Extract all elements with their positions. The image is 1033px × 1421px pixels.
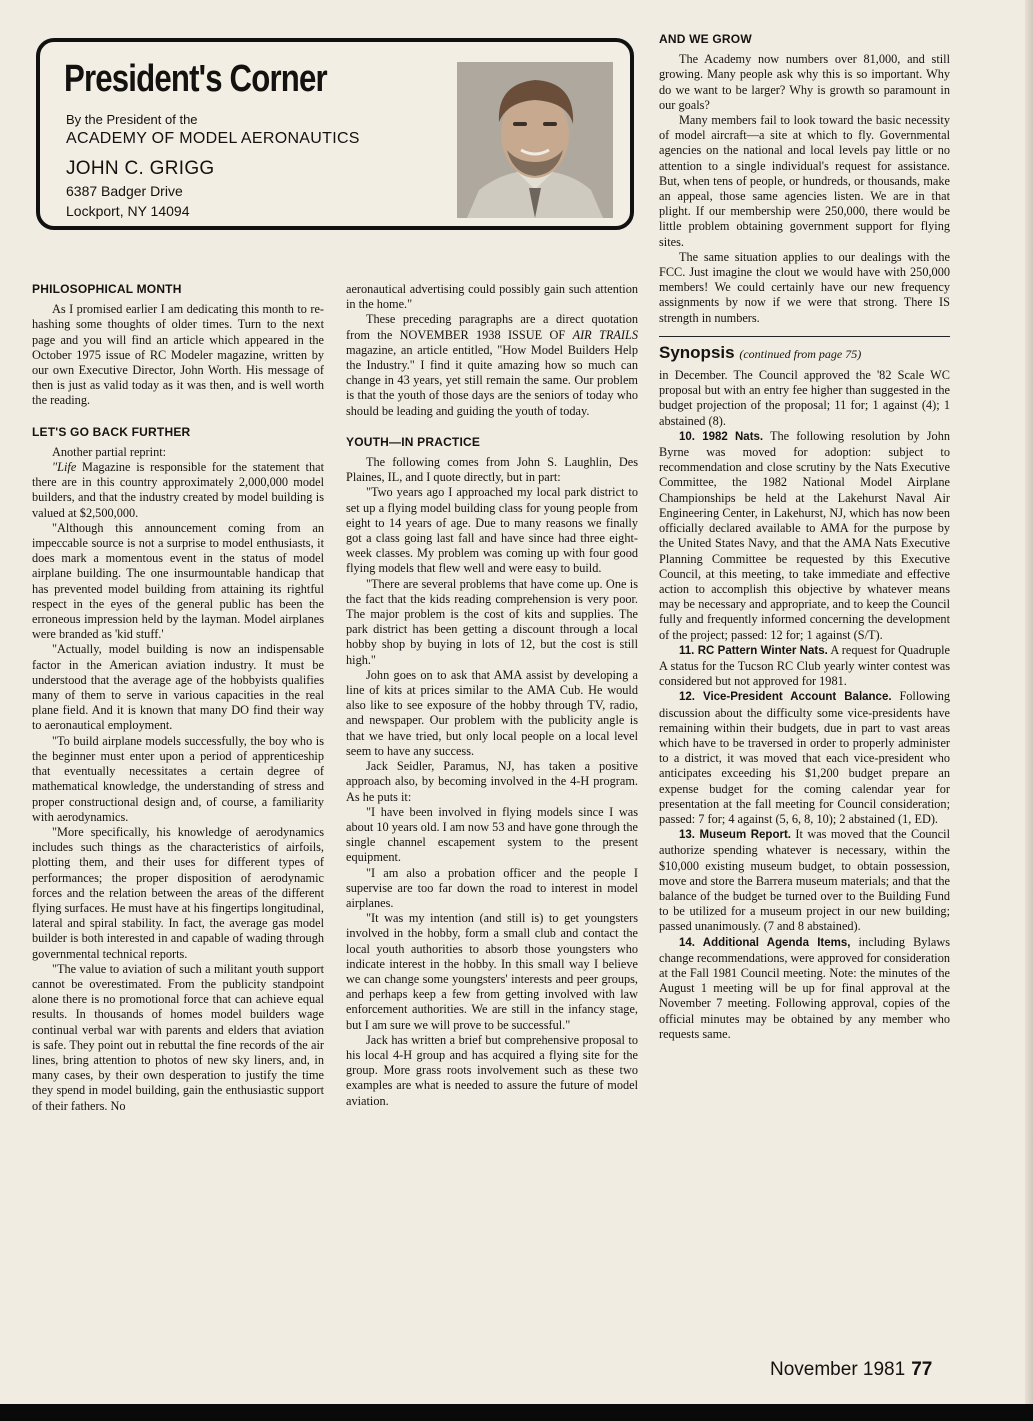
agenda-item: 11. RC Pattern Winter Nats. A request for Quadruple A status for the Tucson RC Club yearly winter contest was considered but not approved for 1981. bbox=[659, 642, 950, 689]
page-title: President's Corner bbox=[64, 58, 327, 100]
paragraph: Jack has written a brief but comprehensive proposal to his local 4-H group and has acquired a flying site for the group. More grass roots involvement such as these two examples are what is needed to assure the future of model aviation. bbox=[346, 1032, 638, 1108]
agenda-item: 12. Vice-President Account Balance. Following discussion about the difficulty some vice-presidents have remaining within their budgets, due in part to vast areas which have to be traversed in order to properly administer to a district, it was moved that each vice-president who anticipates exceeding his $1,200 budget prepare an expense budget for the coming calendar year for presentation at the fall meeting for Council consideration; passed: 7 for; 4 against (5, 6, 8, 10); 2 abstained (1, ED). bbox=[659, 689, 951, 826]
author-portrait-photo bbox=[457, 62, 613, 218]
paragraph: "To build airplane models successfully, the boy who is the beginner must enter upon a period of apprenticeship that eventually necessitates a certain degree of mathematical knowledge, the understanding of stress and proper constructional design and, of course, a familiarity with aerodynamics. bbox=[32, 733, 324, 824]
page-number: 77 bbox=[911, 1359, 933, 1380]
synopsis-heading: Synopsis (continued from page 75) bbox=[659, 342, 862, 362]
section-heading-philosophical-month: PHILOSOPHICAL MONTH bbox=[32, 282, 182, 296]
paragraph: "I have been involved in flying models since I was about 10 years old. I am now 53 and have gone through the single channel escapement system to the present equipment. bbox=[346, 804, 638, 865]
organization-name: ACADEMY OF MODEL AERONAUTICS bbox=[66, 130, 360, 147]
agenda-item: 10. 1982 Nats. The following resolution by John Byrne was moved for adoption: subject to recommendation and close scrutiny by the Nats Executive Committee, the 1982 National Model Airplane Championships be held at the Lakehurst Naval Air Engineering Center, in Lakehurst, NJ, which has now been officially declared available to AMA for the purpose by the United States Navy, and that the AMA Nats Executive Planning Committee be requested by this Executive Council, at this meeting, to take immediate and effective action to accomplish this objective by whatever means may be necessary and appropriate, and to keep the Council fully and frequently informed concerning the development of the project; passed: 12 for; 1 against (S/T). bbox=[659, 428, 950, 642]
agenda-item: 14. Additional Agenda Items, including Bylaws change recommendations, were approved for consideration at the Fall 1981 Council meeting. Note: the minutes of the August 1 meeting will be up for final approval at the November 7 meeting. Following approval, copies of the official minutes may be obtained by any member who requests same. bbox=[659, 934, 950, 1041]
section-heading-and-we-grow: AND WE GROW bbox=[659, 32, 752, 46]
paragraph: John goes on to ask that AMA assist by developing a line of kits at prices similar to the AMA Cub. He would also like to see exposure of the hobby through TV, radio, and newspaper. Our problem with the publicity angle is that we have tried, but only local people on a local level seem to have any success. bbox=[346, 667, 638, 758]
presidents-corner-header bbox=[36, 38, 634, 230]
column-middle bbox=[346, 282, 638, 1109]
paragraph: "More specifically, his knowledge of aerodynamics includes such things as the characteristics of airfoils, plotting them, and their uses for different types of performances; the proper disposition of aerodynamic forces and the relation between the areas of the different flying surfaces. He must have at his fingertips longitudinal, lateral and spiral stability. In fact, the average gas model builder is both interested in and capable of wading through governmental technical reports. bbox=[32, 824, 324, 961]
paragraph: Another partial reprint: bbox=[52, 444, 167, 459]
column-left bbox=[32, 282, 324, 1114]
paragraph: The Academy now numbers over 81,000, and still growing. Many people ask why this is so important. Why do we want to be larger? Why is growth so paramount in our goals? bbox=[659, 52, 950, 112]
author-name: JOHN C. GRIGG bbox=[66, 158, 215, 179]
page-edge-shadow bbox=[1025, 0, 1033, 1404]
issue-date: November 1981 bbox=[770, 1359, 906, 1380]
agenda-item: 13. Museum Report. It was moved that the Council authorize spending whatever is necessary, within the $10,000 existing museum budget, to obtain possession, move and store the Barrera museum materials; and that the balance of the budget be turned over to the Building Fund to be utilized for a museum project in our new building; passed unanimously. (7 and 8 abstained). bbox=[659, 827, 950, 934]
paragraph: As I promised earlier I am dedicating this month to re-hashing some thoughts of older times. Turn to the next page and you will find an article which appeared in the October 1975 issue of RC Modeler magazine, written by our own Executive Director, John Worth. His message of then is just as valid today as it was then, and is well worth the reading. bbox=[32, 302, 324, 408]
address-line-2: Lockport, NY 14094 bbox=[66, 203, 190, 219]
paragraph: The following comes from John S. Laughlin, Des Plaines, IL, and I quote directly, but in part: bbox=[346, 455, 638, 485]
paragraph: "Two years ago I approached my local park district to set up a flying model building class for young people from eight to 14 years of age. Due to many reasons we finally got a class going last fall and have since had three eight-week classes. My problem was coming up with four good flying models that flew well and were easy to build. bbox=[346, 485, 638, 576]
paragraph: Many members fail to look toward the basic necessity of model aircraft—a site at which to fly. Governmental agencies on the national and local levels pay little or no attention to a single individual's request for assistance. But, when tens of people, or hundreds, or thousands, make an appeal, those same agencies listen. We are in that plight. If our membership were 250,000, there would be little problem obtaining government support for flying sites. bbox=[659, 113, 950, 249]
paragraph: "Although this announcement coming from an impeccable source is not a surprise to model enthusiasts, it does mark a momentous event in the status of model airplane building. The one insurmountable handicap that has prevented model building from attaining its rightful respect in the eyes of the general public has been the erroneous impression held by the layman. Model airplanes were branded as 'kid stuff.' bbox=[32, 520, 324, 642]
paragraph: Jack Seidler, Paramus, NJ, has taken a positive approach also, by becoming involved in the 4-H program. As he puts it: bbox=[346, 759, 638, 804]
page-footer bbox=[770, 1359, 932, 1381]
section-heading-lets-go-back: LET'S GO BACK FURTHER bbox=[32, 424, 191, 439]
paragraph: The same situation applies to our dealings with the FCC. Just imagine the clout we would have with 250,000 members! We could certainly have our new frequency assignments by now if we were that strong. There IS strength in numbers. bbox=[659, 249, 950, 325]
continued-note: (continued from page 75) bbox=[739, 346, 862, 361]
column-right bbox=[659, 32, 950, 1042]
paragraph: "Actually, model building is now an indispensable factor in the American aviation industry. It must be understood that the average age of the hobbyists qualifies many of them to serve in various capacities in the real plane field. And it is known that many DO find their way to aeronautical employment. bbox=[32, 642, 324, 733]
scan-border bbox=[0, 1404, 1033, 1421]
paragraph: These preceding paragraphs are a direct quotation from the NOVEMBER 1938 ISSUE OF AIR TRAILS magazine, an article entitled, "How Model Builders Help the Industry." I find it quite amazing how so much can change in 43 years, yet still remain the same. Our problem is that the youth of those days are the seniors of today who should be leading and guiding the youth of today. bbox=[346, 312, 639, 418]
paragraph: "The value to aviation of such a militant youth support cannot be overestimated. From the publicity standpoint alone there is no promotional force that can achieve equal results. In thousands of homes model builders wage continual verbal war with parents and elders that aviation is safe. They point out in rebuttal the fine records of the air lines, bring attention to photos of new sky liners, and, in many cases, by their own desperation to justify the time they spend in model building, gain the enthusiastic support of their fathers. No bbox=[32, 961, 324, 1113]
paragraph: aeronautical advertising could possibly gain such attention in the home." bbox=[346, 282, 638, 312]
paragraph: in December. The Council approved the '82 Scale WC proposal but with an entry fee higher than suggested in the budget projection of the proposal; 11 for; 1 against (4); 1 abstained (8). bbox=[659, 368, 950, 428]
paragraph: "I am also a probation officer and the people I supervise are too far down the road to interest in model airplanes. bbox=[346, 865, 638, 910]
paragraph: "Life Magazine is responsible for the statement that there are in this country approximately 2,000,000 model builders, and that the industry created by model building is valued at $2,500,000. bbox=[32, 460, 324, 520]
address-line-1: 6387 Badger Drive bbox=[66, 183, 183, 199]
byline: By the President of the bbox=[66, 112, 198, 127]
section-heading-youth-in-practice: YOUTH—IN PRACTICE bbox=[346, 434, 481, 449]
section-divider bbox=[659, 336, 950, 337]
paragraph: "There are several problems that have come up. One is the fact that the kids reading comprehension is very poor. The major problem is the cost of kits and supplies. The park district has been getting a discount through a local hobby shop by buying in lots of 12, but the cost is still high." bbox=[346, 576, 638, 667]
paragraph: "It was my intention (and still is) to get youngsters involved in the hobby, form a small club and contact the local youth authorities to absorb those youngsters who indicate interest in the hobby. In this small way I believe we can change some youngsters' interests and peer groups, and perhaps keep a few from getting involved with law enforcement authorities. We are still in the infancy stage, but I am sure we will prove to be successful." bbox=[346, 911, 638, 1032]
